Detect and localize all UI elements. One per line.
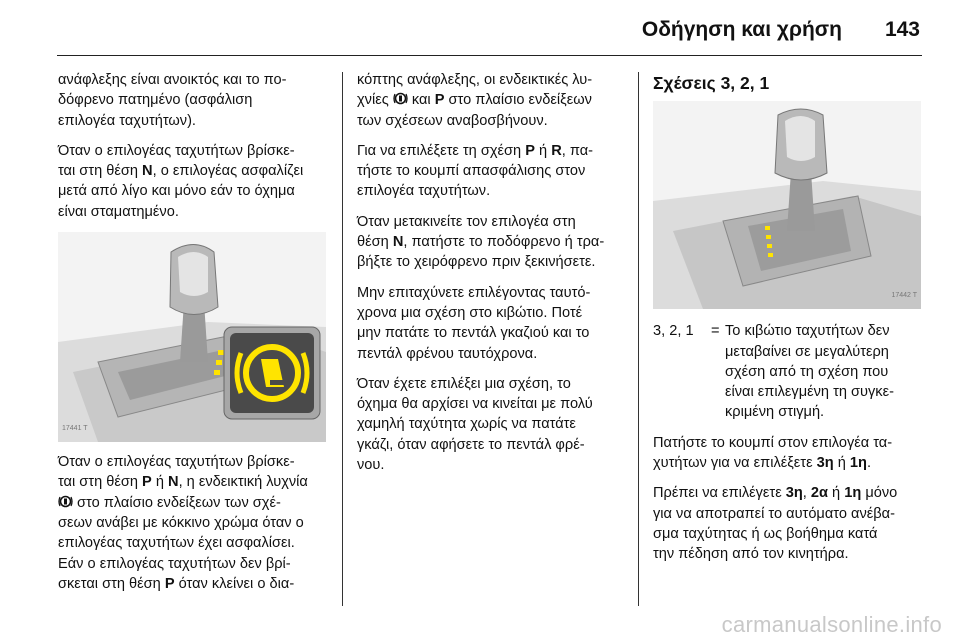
text-line: χαμηλή ταχύτητα χωρίς να πατάτε [357,416,576,433]
paragraph [58,70,336,131]
text-line: χρονα μια σχέση στο κιβώτιο. Ποτέ [357,304,583,321]
text-line: την πέδηση από τον κινητήρα. [653,546,849,563]
brake-warning-icon [58,494,73,509]
text-line: μην πατάτε το πεντάλ γκαζιού και το [357,325,590,342]
column-divider [342,72,343,606]
text-line: νου. [357,457,385,474]
page-number: 143 [884,18,920,41]
text-line: Πατήστε το κουμπί στον επιλογέα τα- [653,434,893,451]
column-left [58,70,336,604]
paragraph [357,374,633,475]
watermark: carmanualsonline.info [721,612,942,637]
section-heading: Σχέσεις 3, 2, 1 [653,73,770,93]
text-line: Εάν ο επιλογέας ταχυτήτων δεν βρί- [58,555,291,572]
text-line: επιλογέα ταχυτήτων). [58,112,196,129]
text-line: χυτήτων για να επιλέξετε 3η ή 1η. [653,455,871,472]
text-line: πεντάλ φρένου ταυτόχρονα. [357,345,538,362]
header-title: Οδήγηση και χρήση [641,18,842,41]
text-line: Όταν έχετε επιλέξει μια σχέση, το [357,375,571,392]
text-line: για να αποτραπεί το αυτόματο ανέβα- [653,505,895,522]
text-line: ται στη θέση N, ο επιλογέας ασφαλίζει [58,163,304,180]
definition-item [653,321,925,422]
text-line: δόφρενο πατημένο (ασφάλιση [58,92,253,109]
text-line: χνίες και P στο πλαίσιο ενδείξεων [357,92,592,109]
text-line: Το κιβώτιο ταχυτήτων δεν [725,323,890,340]
paragraph [58,452,336,594]
text-line: Όταν μετακινείτε τον επιλογέα στη [357,213,576,230]
text-line: μεταβαίνει σε μεγαλύτερη [725,343,889,360]
text-line: Για να επιλέξετε τη σχέση P ή R, πα- [357,142,594,159]
text-line: είναι επιλεγμένη τη συγκε- [725,384,894,401]
text-line: ται στη θέση P ή N, η ενδεικτική λυχνία [58,474,308,491]
text-line: βήξτε το χειρόφρενο πριν ξεκινήσετε. [357,254,596,271]
text-line: επιλογέας ταχυτήτων έχει ασφαλίσει. [58,535,295,552]
text-line: σχέση από τη σχέση που [725,363,889,380]
definition-term: 3, 2, 1 [653,323,694,340]
text-line: γκάζι, όταν αφήσετε το πεντάλ φρέ- [357,436,585,453]
gear-lever-illustration [653,101,921,309]
text-line: μετά από λίγο και μόνο εάν το όχημα [58,183,295,200]
text-line: σκεται στη θέση P όταν κλείνει ο δια- [58,575,295,592]
paragraph [653,433,925,474]
text-line: κόπτης ανάφλεξης, οι ενδεικτικές λυ- [357,72,593,88]
column-divider [638,72,639,606]
definition-description [725,321,925,422]
brake-warning-icon [393,91,408,106]
text-line: επιλογέα ταχυτήτων. [357,183,491,200]
paragraph [357,70,633,131]
gear-lever-illustration [58,232,326,442]
text-line: είναι σταματημένο. [58,203,179,220]
text-line: σεων ανάβει με κόκκινο χρώμα όταν ο [58,514,304,531]
text-line: όχημα θα αρχίσει να κινείται με πολύ [357,396,593,413]
text-line: Όταν ο επιλογέας ταχυτήτων βρίσκε- [58,142,295,159]
text-line: στο πλαίσιο ενδείξεων των σχέ- [58,493,336,513]
text-line: τήστε το κουμπί απασφάλισης στον [357,163,586,180]
text-line: σμα ταχύτητας ή ως βοήθημα κατά [653,525,878,542]
text-line: κριμένη στιγμή. [725,404,825,421]
definition-equals: = [711,323,720,340]
paragraph [653,483,925,564]
text-line: Μην επιταχύνετε επιλέγοντας ταυτό- [357,284,591,301]
paragraph [357,212,633,273]
column-middle [357,70,633,485]
page-header [0,0,960,55]
text-line: Πρέπει να επιλέγετε 3η, 2α ή 1η μόνο [653,485,898,502]
paragraph [58,141,336,222]
paragraph [357,141,633,202]
figure-gear-lever-manual [653,101,921,309]
text-line: Όταν ο επιλογέας ταχυτήτων βρίσκε- [58,454,295,471]
column-right [653,70,925,575]
figure-label: 17441 T [62,424,88,432]
figure-label: 17442 T [891,292,917,299]
text-line: ανάφλεξης είναι ανοικτός και το πο- [58,72,287,88]
text-line: των σχέσεων αναβοσβήνουν. [357,112,548,129]
header-rule [57,55,922,56]
text-line: θέση N, πατήστε το ποδόφρενο ή τρα- [357,234,605,251]
paragraph [357,283,633,364]
figure-gear-selector-lock [58,232,326,442]
